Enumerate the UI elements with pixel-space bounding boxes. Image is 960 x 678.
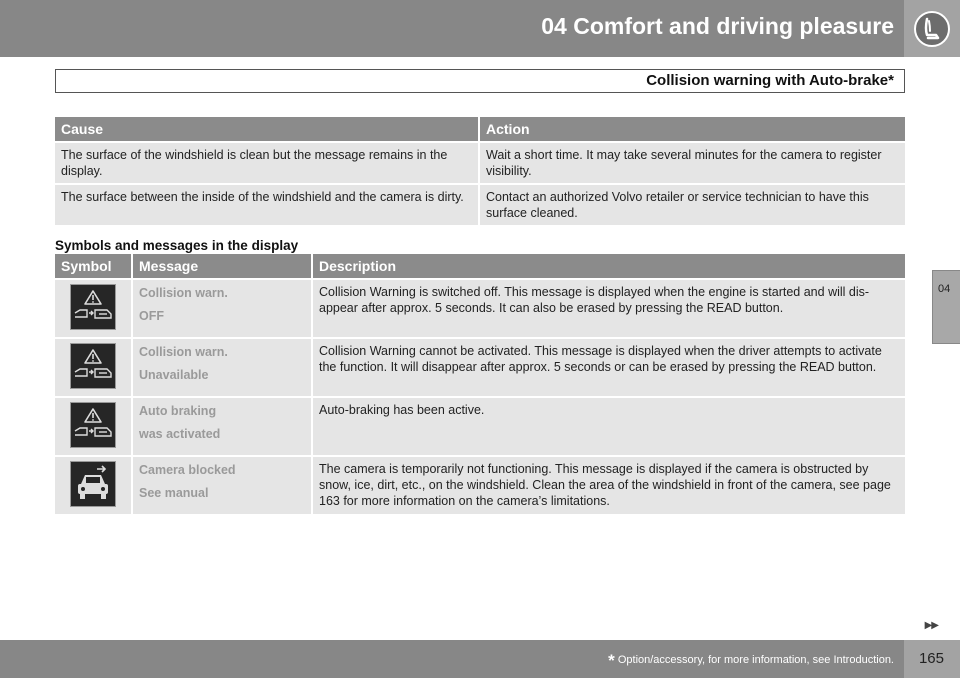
table-row <box>55 280 905 337</box>
collision-warning-icon <box>70 402 116 448</box>
footnote-text: Option/accessory, for more information, see Introduction. <box>617 654 894 666</box>
camera-blocked-car-icon <box>70 461 116 507</box>
next-page-arrows-icon: ▶▶ <box>924 620 938 631</box>
column-header-action: Action <box>480 117 905 141</box>
message-line-2: was activated <box>139 427 221 441</box>
symbol-cell <box>55 339 131 396</box>
message-line-1: Camera blocked <box>139 463 236 477</box>
cause-cell: The surface between the inside of the windshield and the camera is dirty. <box>55 185 478 225</box>
message-line-1: Collision warn. <box>139 345 228 359</box>
message-cell <box>133 398 311 455</box>
description-cell: The camera is temporarily not functioning. This message is displayed if the camera is obstructed by snow, ice, dirt, etc., on the windshield. Clean the area of the windshield in front of the camera, see page 163 for more information on the camera’s limitations. <box>313 457 905 514</box>
column-header-cause: Cause <box>55 117 478 141</box>
action-cell: Wait a short time. It may take several minutes for the camera to register visibility. <box>480 143 905 183</box>
column-header-symbol: Symbol <box>55 254 131 278</box>
footnote-star: * <box>608 651 615 670</box>
collision-warning-icon <box>70 284 116 330</box>
message-line-2: Unavailable <box>139 368 209 382</box>
message-line-2: See manual <box>139 486 209 500</box>
symbol-cell <box>55 280 131 337</box>
column-header-message: Message <box>133 254 311 278</box>
symbol-cell <box>55 398 131 455</box>
symbols-messages-table <box>53 252 907 516</box>
table-header-row <box>55 117 905 141</box>
description-cell: Auto-braking has been active. <box>313 398 905 455</box>
side-tab-label: 04 <box>938 283 951 295</box>
description-cell: Collision Warning cannot be activated. This message is displayed when the driver attempts to activate the function. It will disappear after approx. 5 seconds or can be erased by pressing the READ button. <box>313 339 905 396</box>
page-number: 165 <box>918 650 944 667</box>
message-cell <box>133 457 311 514</box>
column-header-description: Description <box>313 254 905 278</box>
table-row <box>55 398 905 455</box>
table-row <box>55 457 905 514</box>
footnote <box>608 651 894 671</box>
message-cell <box>133 339 311 396</box>
table-row <box>55 339 905 396</box>
message-line-1: Auto braking <box>139 404 217 418</box>
cause-cell: The surface of the windshield is clean but the message remains in the display. <box>55 143 478 183</box>
message-cell <box>133 280 311 337</box>
symbol-cell <box>55 457 131 514</box>
seat-icon <box>914 11 950 47</box>
collision-warning-icon <box>70 343 116 389</box>
message-line-1: Collision warn. <box>139 286 228 300</box>
table-row <box>55 185 905 225</box>
chapter-title: 04 Comfort and driving pleasure <box>541 13 894 39</box>
table-row <box>55 143 905 183</box>
description-cell: Collision Warning is switched off. This message is displayed when the engine is started and will dis-appear after approx. 5 seconds. It can also be erased by pressing the READ button. <box>313 280 905 337</box>
chapter-icon-box <box>904 0 960 57</box>
page-number-box <box>904 640 960 678</box>
section-title: Collision warning with Auto-brake* <box>646 72 894 89</box>
section-title-bar <box>55 69 905 93</box>
table-header-row <box>55 254 905 278</box>
symbols-heading: Symbols and messages in the display <box>55 238 299 253</box>
message-line-2: OFF <box>139 309 164 323</box>
cause-action-table <box>53 115 907 227</box>
action-cell: Contact an authorized Volvo retailer or service technician to have this surface cleaned. <box>480 185 905 225</box>
chapter-side-tab[interactable] <box>932 270 960 344</box>
